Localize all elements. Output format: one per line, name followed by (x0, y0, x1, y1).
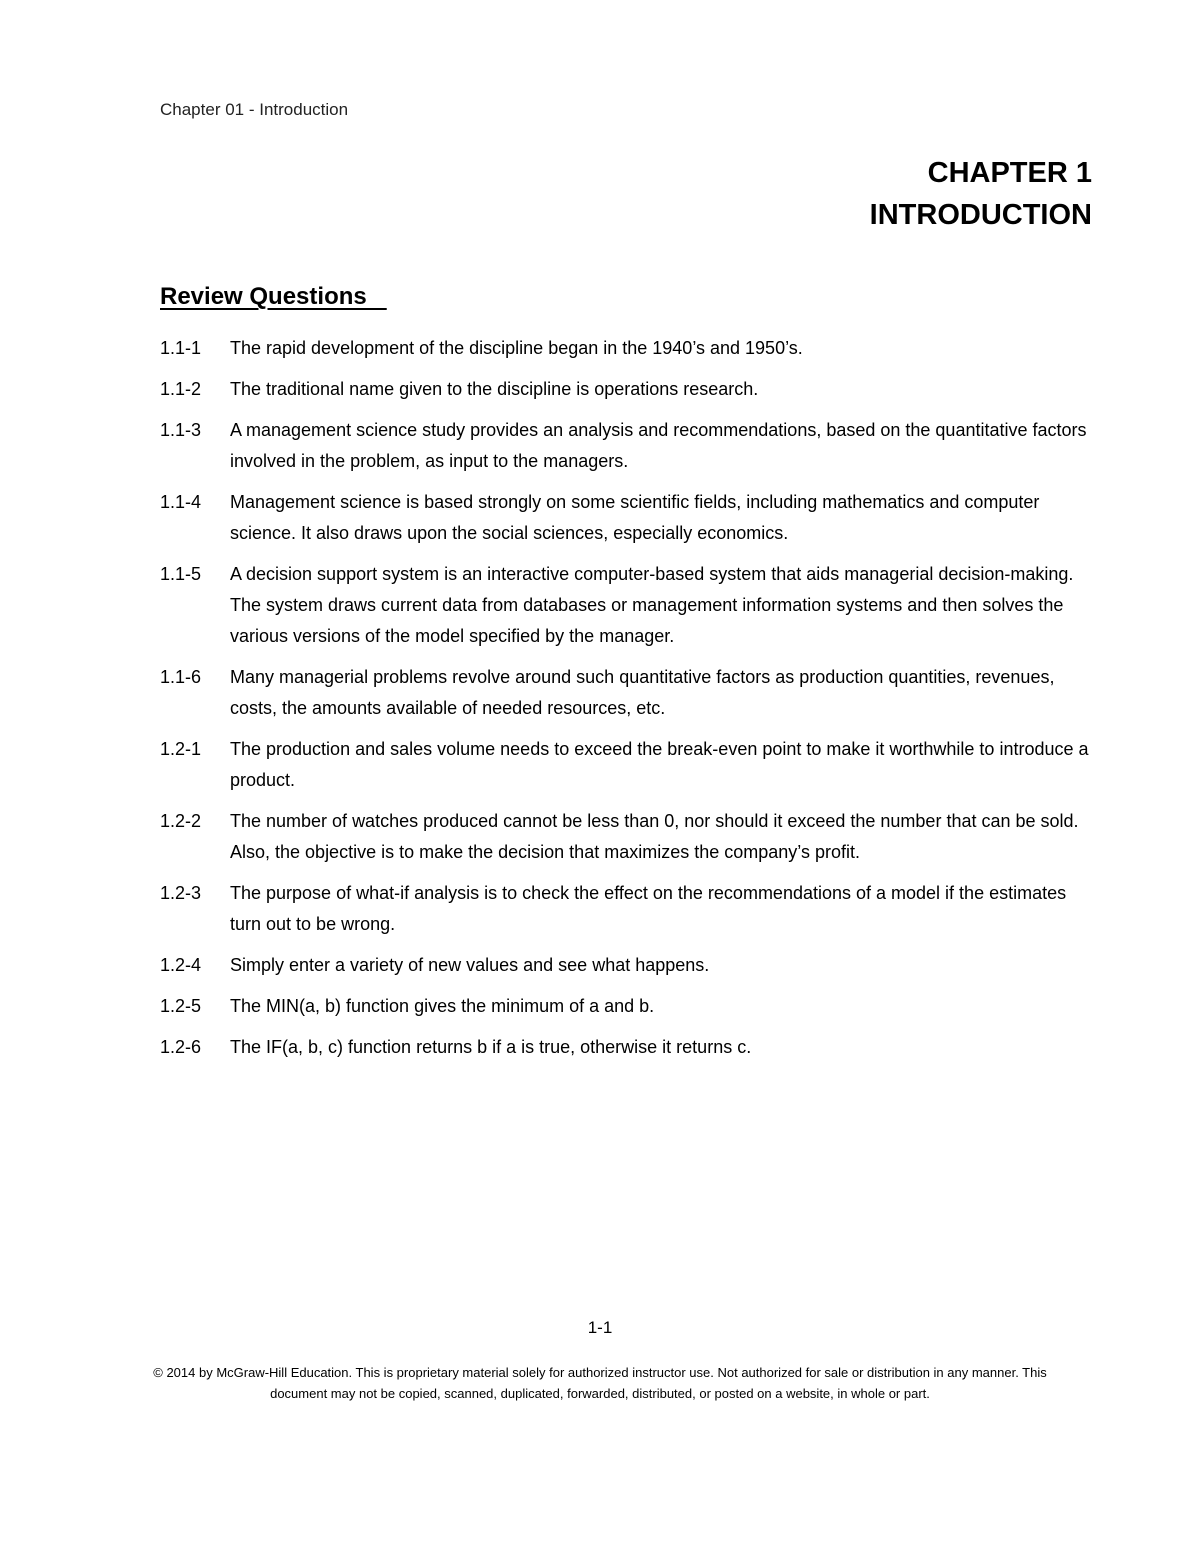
answer-text: The production and sales volume needs to exceed the break-even point to make it worthwhile to introduce a product. (230, 739, 1089, 790)
chapter-number: CHAPTER 1 (927, 157, 1092, 189)
question-number: 1.2-3 (160, 883, 202, 903)
answer-text: The MIN(a, b) function gives the minimum of a and b. (230, 996, 655, 1016)
answer-text: Many managerial problems revolve around such quantitative factors as production quantities, revenues, costs, the amounts available of needed resources, etc. (230, 667, 1055, 718)
answer-text: The number of watches produced cannot be less than 0, nor should it exceed the number that can be sold. Also, the objective is to make the decision that maximizes the company’s profit. (230, 811, 1079, 862)
question-number: 1.2-6 (160, 1037, 202, 1057)
answer-text: A management science study provides an analysis and recommendations, based on the quantitative factors involved in the problem, as input to the managers. (230, 420, 1087, 471)
running-header: Chapter 01 - Introduction (160, 100, 349, 119)
list-item (160, 662, 1100, 724)
list-item (160, 878, 1100, 940)
question-number: 1.2-2 (160, 811, 202, 831)
list-item (160, 734, 1100, 796)
page-number: 1-1 (587, 1318, 613, 1337)
answer-text: The purpose of what-if analysis is to check the effect on the recommendations of a model if the estimates turn out to be wrong. (230, 883, 1067, 934)
question-number: 1.1-2 (160, 379, 202, 399)
list-item (160, 559, 1100, 652)
answer-text: A decision support system is an interactive computer-based system that aids managerial decision-making. The system draws current data from databases or management information systems and then solves the various versions of the model specified by the manager. (230, 564, 1074, 646)
list-item (160, 950, 1100, 981)
list-item (160, 487, 1100, 549)
question-number: 1.1-4 (160, 492, 202, 512)
copyright-notice: © 2014 by McGraw-Hill Education. This is proprietary material solely for authorized instructor use. Not authorized for sale or distribution in any manner. This document may not be copied, scanned, duplicated, forwarded, distributed, or posted on a website, in whole or part. (153, 1365, 1047, 1401)
list-item (160, 806, 1100, 868)
list-item (160, 991, 1100, 1022)
section-heading: Review Questions (160, 283, 387, 310)
question-number: 1.1-1 (160, 338, 202, 358)
list-item (160, 333, 1100, 364)
chapter-title (870, 152, 1092, 236)
review-question-list (160, 333, 1100, 1073)
question-number: 1.2-1 (160, 739, 202, 759)
answer-text: The IF(a, b, c) function returns b if a is true, otherwise it returns c. (230, 1037, 752, 1057)
chapter-name: INTRODUCTION (869, 199, 1092, 231)
question-number: 1.1-3 (160, 420, 202, 440)
answer-text: The traditional name given to the discipline is operations research. (230, 379, 759, 399)
answer-text: The rapid development of the discipline began in the 1940’s and 1950’s. (230, 338, 803, 358)
answer-text: Management science is based strongly on some scientific fields, including mathematics and computer science. It also draws upon the social sciences, especially economics. (230, 492, 1040, 543)
answer-text: Simply enter a variety of new values and see what happens. (230, 955, 710, 975)
list-item (160, 415, 1100, 477)
question-number: 1.1-6 (160, 667, 202, 687)
question-number: 1.1-5 (160, 564, 202, 584)
list-item (160, 374, 1100, 405)
question-number: 1.2-4 (160, 955, 202, 975)
list-item (160, 1032, 1100, 1063)
question-number: 1.2-5 (160, 996, 202, 1016)
